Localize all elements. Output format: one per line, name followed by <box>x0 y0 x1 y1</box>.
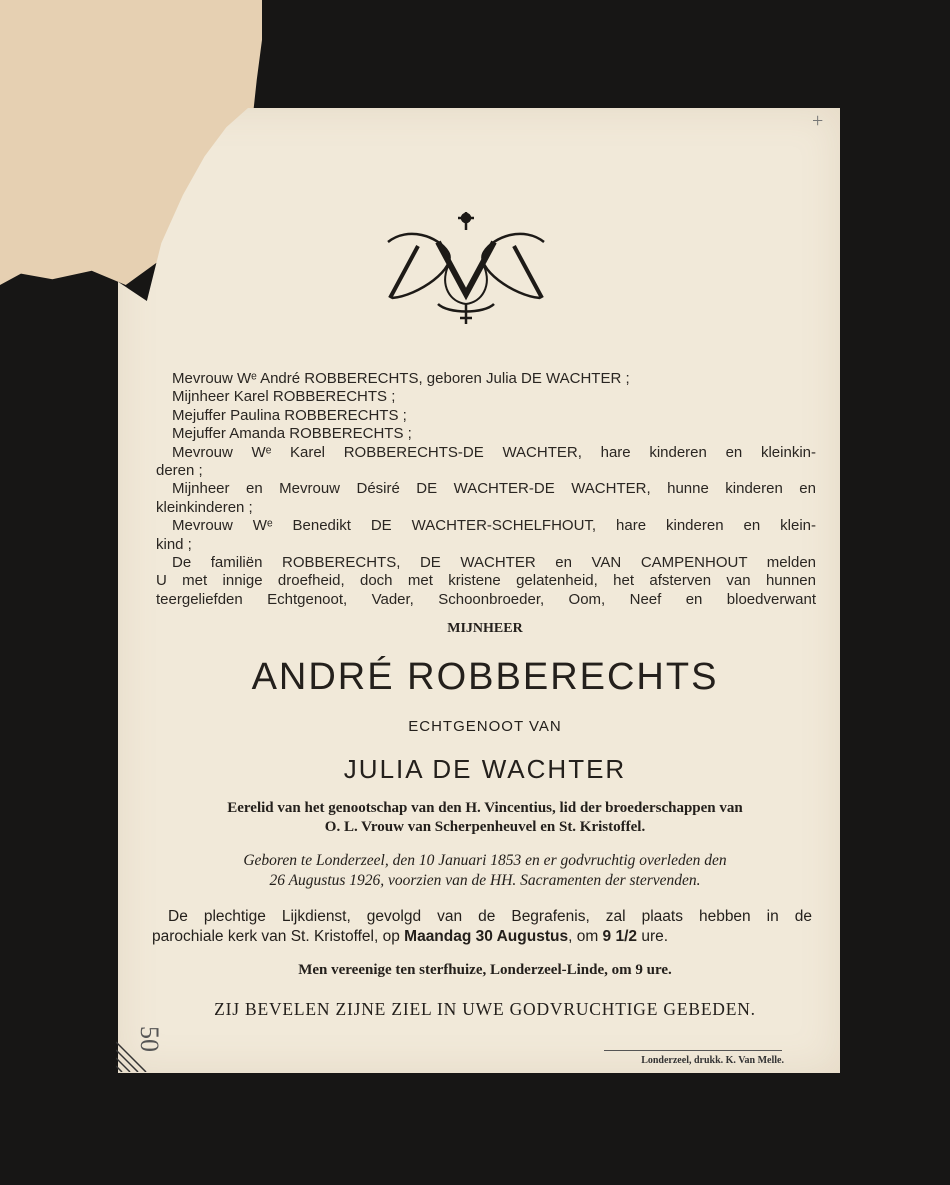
announcement-line: De familiën ROBBERECHTS, DE WACHTER en VAN CAMPENHOUT melden <box>172 554 816 572</box>
mourner-line: Mevrouw Wᵉ André ROBBERECHTS, geboren Julia DE WACHTER ; <box>172 370 630 387</box>
mourner-line: Mijnheer en Mevrouw Désiré DE WACHTER-DE WACHTER, hunne kinderen en <box>172 480 816 498</box>
deceased-name: ANDRÉ ROBBERECHTS <box>251 656 719 698</box>
mourner-line: kind ; <box>156 535 192 553</box>
cross-monogram-emblem-icon <box>378 206 554 328</box>
birth-line: Geboren te Londerzeel, den 10 Januari 1853 en er godvruchtig overleden den <box>243 852 727 869</box>
mourner-line: Mejuffer Amanda ROBBERECHTS ; <box>172 425 412 443</box>
service-date: Maandag 30 Augustus <box>404 928 569 945</box>
funeral-service-details <box>152 907 812 947</box>
service-time: 9 1/2 <box>602 928 638 945</box>
mourner-line: Mijnheer Karel ROBBERECHTS ; <box>172 388 396 406</box>
printer-rule <box>604 1050 782 1051</box>
relation-label: ECHTGENOOT VAN <box>408 718 562 735</box>
announcement-line: teergeliefden Echtgenoot, Vader, Schoonbroeder, Oom, Neef en bloedverwant <box>156 590 816 608</box>
mourners-list <box>156 370 816 609</box>
service-line: De plechtige Lijkdienst, gevolgd van de Begrafenis, zal plaats hebben in de <box>168 908 812 925</box>
service-text: ure. <box>637 928 669 945</box>
death-line: 26 Augustus 1926, voorzien van de HH. Sacramenten der stervenden. <box>269 872 701 889</box>
mourner-line: kleinkinderen ; <box>156 498 253 516</box>
service-text: , om <box>568 928 603 945</box>
pencil-mark: + <box>812 110 824 132</box>
mourner-line: Mevrouw Wᵉ Karel ROBBERECHTS-DE WACHTER, hare kinderen en kleinkin- <box>172 443 816 461</box>
spouse-name: JULIA DE WACHTER <box>343 754 627 784</box>
closing-prayer: ZIJ BEVELEN ZIJNE ZIEL IN UWE GODVRUCHTIGE GEBEDEN. <box>214 999 756 1019</box>
titles-line: Eerelid van het genootschap van den H. Vincentius, lid der broederschappen van <box>227 800 743 816</box>
birth-death-details <box>150 851 820 891</box>
meeting-notice: Men vereenige ten sterfhuize, Londerzeel-Linde, om 9 ure. <box>298 962 672 978</box>
service-line <box>152 927 812 947</box>
mourner-line: Mevrouw Wᵉ Benedikt DE WACHTER-SCHELFHOUT, hare kinderen en klein- <box>172 517 816 535</box>
mourner-line: deren ; <box>156 462 203 480</box>
honorary-titles <box>150 799 820 837</box>
mourner-line: Mejuffer Paulina ROBBERECHTS ; <box>172 406 407 424</box>
pencil-number: 50 <box>135 1026 164 1052</box>
printer-credit: Londerzeel, drukk. K. Van Melle. <box>641 1055 784 1066</box>
titles-line: O. L. Vrouw van Scherpenheuvel en St. Kristoffel. <box>324 819 646 835</box>
honorific: MIJNHEER <box>447 621 523 636</box>
service-text: parochiale kerk van St. Kristoffel, op <box>152 928 405 945</box>
announcement-line: U met innige droefheid, doch met kristene gelatenheid, het afsterven van hunnen <box>156 572 816 590</box>
